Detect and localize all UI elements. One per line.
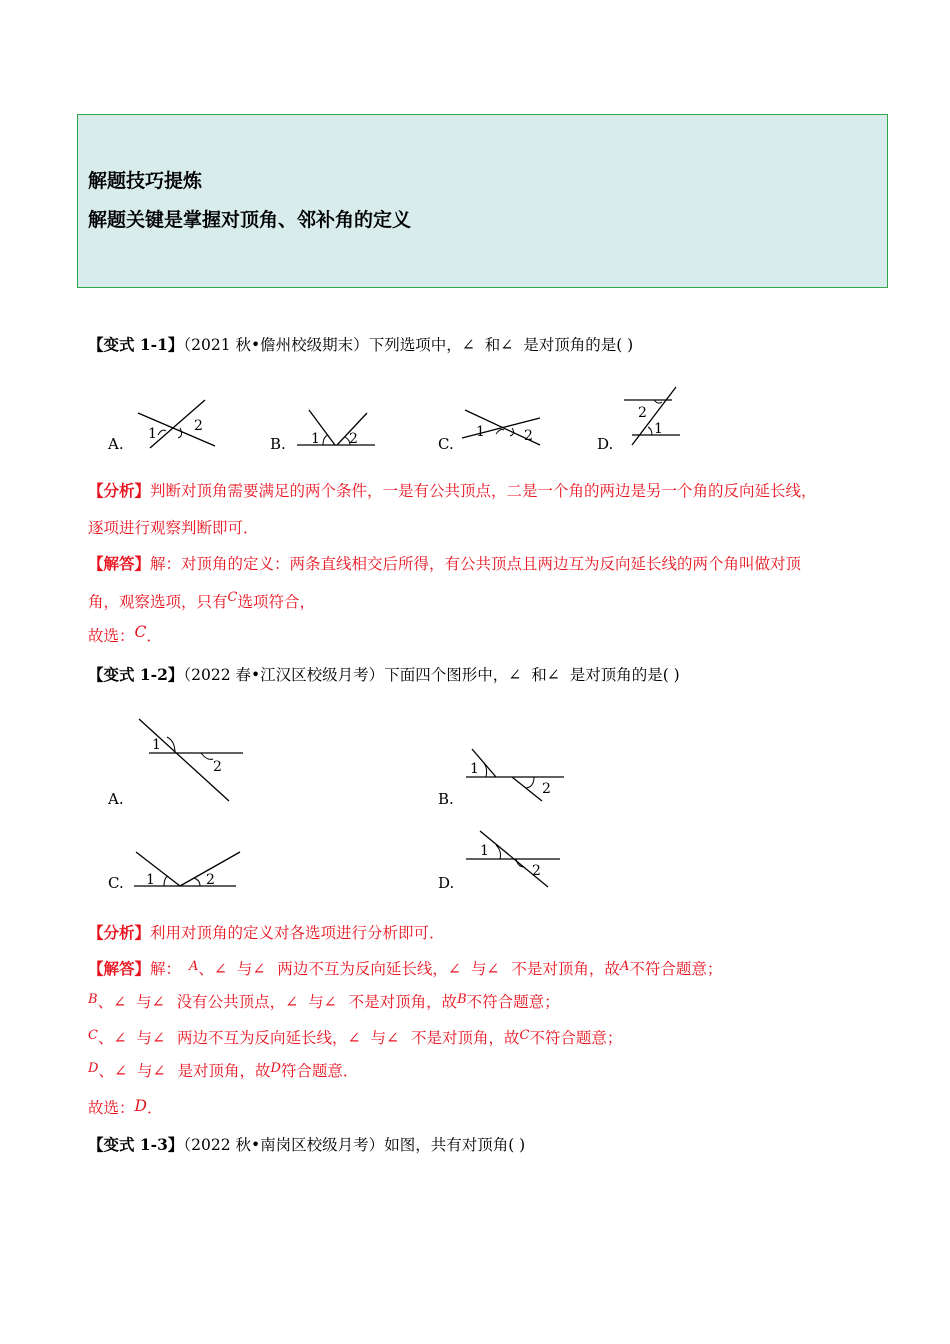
stem-text: 下列选项中，∠ [368,336,475,354]
variable: D [134,1097,147,1115]
answer-text: 两边不互为反向延长线，∠ [176,1029,361,1047]
stem-text: 下面四个图形中，∠ [384,666,522,684]
choose-1-2 [88,1096,162,1118]
variable: C [88,1028,98,1043]
choose-end: ． [146,1099,163,1117]
tip-title: 解题技巧提炼 [88,170,203,192]
svg-text:1: 1 [148,426,157,442]
figure-1-1-a [130,390,225,450]
option-a-label: A. [108,790,124,808]
answer-text: 选项符合， [237,593,315,611]
answer-text: 不是对顶角，故 [410,1029,520,1047]
stem-text: 是对顶角的是 [523,336,617,354]
choose-label: 故选： [88,627,135,645]
option-d-label: D. [597,435,614,453]
answer-1-2-line4 [88,1059,358,1081]
svg-text:1: 1 [476,424,485,440]
svg-text:1: 1 [480,843,489,859]
option-b-label: B. [438,790,454,808]
answer-text: 、∠ [97,1029,127,1047]
option-c-label: C. [108,874,124,892]
answer-1-2-line3 [88,1026,622,1048]
option-b-label: B. [270,435,286,453]
svg-text:2: 2 [206,872,215,888]
svg-text:2: 2 [194,418,203,434]
answer-text: 解：对顶角的定义：两条直线相交后所得，有公共顶点且两边互为反向延长线的两个角叫做对顶 [150,555,802,573]
svg-text:1: 1 [152,737,161,753]
answer-text: 是对顶角，故 [177,1062,271,1080]
analysis-1-1-line2: 逐项进行观察判断即可． [88,519,259,537]
variable: D [270,1061,281,1076]
svg-text:2: 2 [524,428,533,444]
answer-text: 不符合题意； [529,1029,623,1047]
question-source: （2022 秋•南岗区校级月考） [183,1136,385,1154]
question-source: （2022 春•江汉区校级月考） [183,666,385,684]
svg-text:2: 2 [532,863,541,879]
analysis-tag: 【分析】 [88,923,151,942]
variable: B [457,992,467,1007]
option-a-label: A. [108,435,124,453]
svg-text:2: 2 [349,431,358,447]
question-tag: 【变式 1-2】 [88,665,184,684]
answer-text: 、∠ [97,993,127,1011]
stem-text: 如图，共有对顶角 [384,1136,509,1154]
tip-box [77,114,888,288]
choose-end: ． [146,627,162,645]
svg-text:1: 1 [146,872,155,888]
answer-text: 、∠ [198,960,227,978]
choose-1-1 [88,624,162,646]
answer-text: 、∠ [98,1062,127,1080]
question-1-3-stem [88,1133,525,1155]
svg-text:2: 2 [542,781,551,797]
stem-text: 和∠ [484,336,514,354]
answer-text: 没有公共顶点，∠ [176,993,299,1011]
answer-text: 不符合题意； [629,960,723,978]
answer-1-1-line2 [88,590,315,612]
answer-text: 与∠ [136,993,165,1011]
svg-text:1: 1 [470,761,479,777]
variable: A [619,959,630,974]
figure-1-1-c [460,400,545,450]
answer-text: 不是对顶角，故 [511,960,620,978]
choose-label: 故选： [88,1099,135,1117]
analysis-1-2 [88,921,445,943]
analysis-text: 判断对顶角需要满足的两个条件，一是有公共顶点，二是一个角的两边是另一个角的反向延长线， [150,482,817,500]
variable: A [189,959,199,974]
answer-text: 符合题意． [280,1062,359,1080]
stem-text: 是对顶角的是 [569,666,663,684]
question-source: （2021 秋•儋州校级期末） [183,336,369,354]
answer-text: 不符合题意； [466,993,560,1011]
answer-tag: 【解答】 [88,554,151,573]
analysis-1-1 [88,479,817,501]
variable: D [88,1061,99,1076]
variable: C [227,590,238,605]
svg-text:1: 1 [311,431,320,447]
answer-text: 与∠ [470,960,500,978]
answer-1-1 [88,552,801,574]
figure-1-2-c [130,848,245,893]
figure-1-1-d [622,385,682,450]
figure-1-2-a [135,715,250,805]
analysis-tag: 【分析】 [88,481,151,500]
question-1-1-stem [88,333,633,355]
answer-text: 两边不互为反向延长线，∠ [277,960,461,978]
figure-1-2-d [462,827,567,892]
stem-text: 和∠ [531,666,560,684]
variable: C [134,623,147,641]
question-tag: 【变式 1-3】 [88,1135,184,1154]
svg-text:2: 2 [638,405,647,421]
figure-1-2-b [462,745,572,805]
option-d-label: D. [438,874,455,892]
variable: C [519,1028,530,1043]
answer-text: 不是对顶角，故 [348,993,458,1011]
answer-paren: ( ) [616,336,634,354]
answer-text: 与∠ [136,1029,165,1047]
answer-text: 与∠ [370,1029,399,1047]
variable: B [88,992,98,1007]
answer-1-2-line1 [88,957,722,979]
answer-tag: 【解答】 [88,959,151,978]
analysis-text: 利用对顶角的定义对各选项进行分析即可． [150,924,445,942]
answer-paren: ( ) [508,1136,526,1154]
answer-text: 与∠ [136,1062,166,1080]
answer-text: 解： [150,960,182,978]
option-c-label: C. [438,435,454,453]
question-1-2-stem [88,663,680,685]
answer-text: 与∠ [308,993,337,1011]
answer-text: 角，观察选项，只有 [88,593,228,611]
figure-1-1-b [295,405,380,450]
svg-text:1: 1 [654,421,663,437]
question-tag: 【变式 1-1】 [88,335,184,354]
tip-text: 解题关键是掌握对顶角、邻补角的定义 [88,209,412,231]
answer-1-2-line2 [88,990,560,1012]
answer-paren: ( ) [662,666,680,684]
svg-text:2: 2 [213,759,222,775]
answer-text: 与∠ [236,960,266,978]
